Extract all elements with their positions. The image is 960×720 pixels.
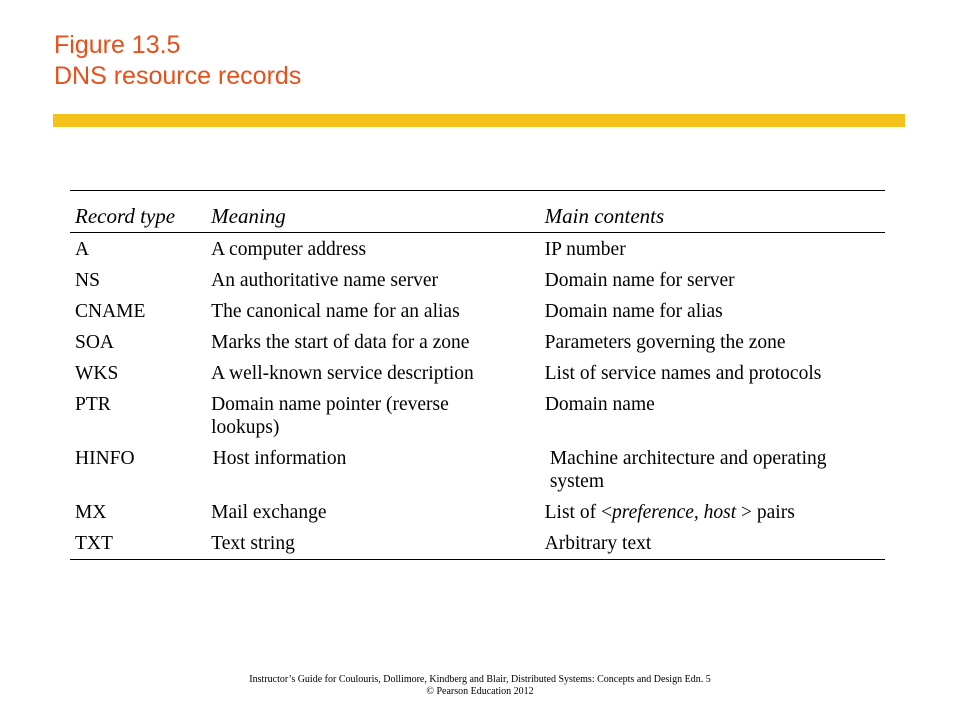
table-row: [70, 300, 885, 323]
table-row: [70, 238, 885, 261]
table-row: [70, 532, 885, 555]
contents-cell: Parameters governing the zone: [544, 332, 786, 353]
record-type-cell: TXT: [75, 533, 113, 554]
figure-number: Figure 13.5: [54, 31, 181, 59]
dns-records-table: [70, 190, 885, 560]
footer-book-citation: Instructor’s Guide for Coulouris, Dollimore, Kindberg and Blair, Distributed Systems: Concepts and Design Edn. 5: [249, 674, 711, 685]
contents-prefix: List of <: [544, 502, 612, 523]
meaning-cell: An authoritative name server: [211, 270, 439, 291]
contents-cell: Machine architecture and operating system: [549, 448, 827, 492]
footer-credit: [0, 674, 960, 698]
meaning-cell: The canonical name for an alias: [211, 301, 460, 322]
table-row: [70, 269, 885, 292]
record-type-cell: MX: [75, 502, 107, 523]
contents-suffix: > pairs: [741, 502, 795, 523]
contents-cell: List of service names and protocols: [544, 363, 822, 384]
meaning-cell: Host information: [212, 448, 347, 469]
header-record-type: Record type: [75, 204, 176, 228]
contents-italic: preference, host: [611, 502, 737, 523]
slide-title: [54, 30, 301, 92]
meaning-cell: Text string: [211, 533, 295, 554]
record-type-cell: HINFO: [75, 448, 135, 469]
record-type-cell: PTR: [75, 394, 111, 415]
header-meaning: Meaning: [211, 204, 286, 228]
table-row: [70, 501, 885, 524]
contents-cell: Domain name for server: [544, 270, 735, 291]
meaning-cell: A well-known service description: [211, 363, 474, 384]
table-bottom-rule: [70, 559, 885, 560]
meaning-cell: A computer address: [211, 239, 367, 260]
table-row: [70, 331, 885, 354]
table-header-row: [70, 191, 885, 232]
meaning-cell: Mail exchange: [211, 502, 327, 523]
table-row: [70, 362, 885, 385]
table-body: [70, 233, 885, 555]
footer-copyright: © Pearson Education 2012: [426, 686, 534, 697]
record-type-cell: WKS: [75, 363, 119, 384]
contents-cell: Arbitrary text: [544, 533, 652, 554]
contents-cell: [545, 501, 885, 524]
table-row: [70, 393, 885, 439]
table-row: [70, 447, 885, 493]
accent-bar: [53, 114, 905, 127]
contents-cell: IP number: [544, 239, 626, 260]
record-type-cell: CNAME: [75, 301, 146, 322]
header-main-contents: Main contents: [544, 204, 665, 228]
record-type-cell: SOA: [75, 332, 115, 353]
record-type-cell: NS: [75, 270, 100, 291]
meaning-cell: Marks the start of data for a zone: [211, 332, 470, 353]
figure-caption: DNS resource records: [54, 62, 302, 90]
record-type-cell: A: [75, 239, 90, 260]
meaning-cell: Domain name pointer (reverse lookups): [211, 394, 449, 438]
contents-cell: Domain name: [544, 394, 655, 415]
contents-cell: Domain name for alias: [544, 301, 723, 322]
